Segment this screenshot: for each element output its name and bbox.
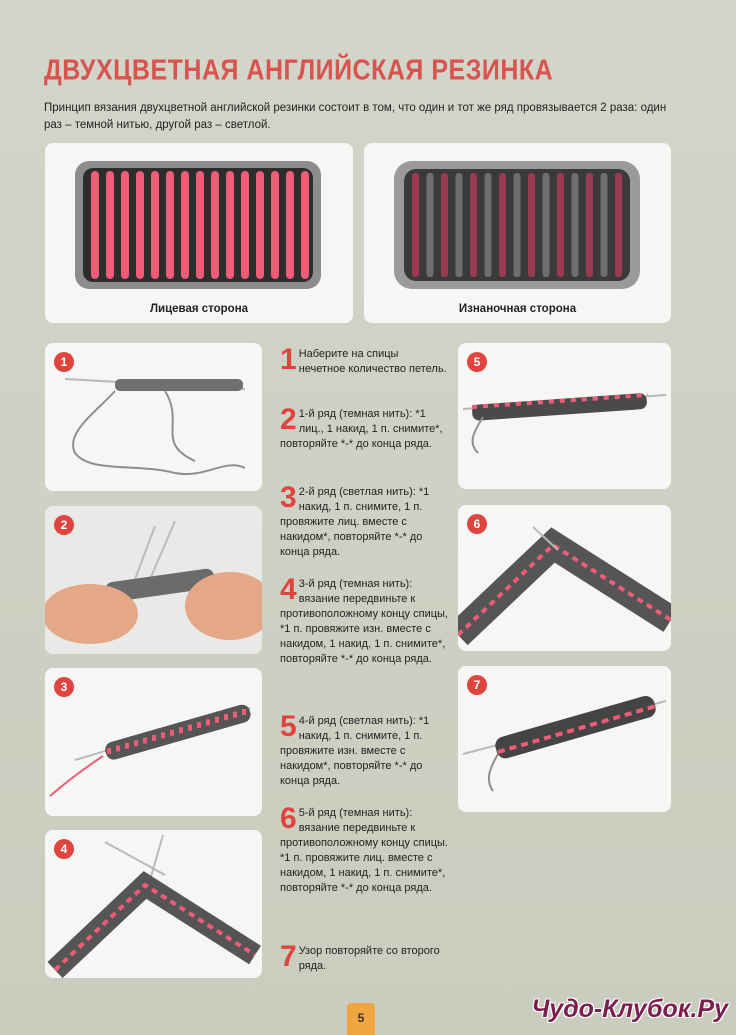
intro-text: Принцип вязания двухцветной английской резинки состоит в том, что один и тот же ряд провязывается 2 раза: один раз – темной нитью, другой раз – светлой. xyxy=(44,102,667,131)
front-swatch-image xyxy=(45,143,353,323)
page-number: 5 xyxy=(347,1003,375,1035)
step-number-5: 5 xyxy=(280,710,297,743)
step-number-6: 6 xyxy=(280,802,297,835)
step-photo-3 xyxy=(45,668,262,816)
back-swatch-image xyxy=(364,143,671,323)
step-badge-7: 7 xyxy=(467,675,487,695)
step-5 xyxy=(280,710,448,789)
step-text-6: 5-й ряд (темная нить): вязание передвиньте к противоположному концу спицы. *1 п. провяжите лиц. вместе с накидом, 1 накид, 1 п. снимите*, повторяйте *-* до конца ряда. xyxy=(280,807,448,894)
page-title: ДВУХЦВЕТНАЯ АНГЛИЙСКАЯ РЕЗИНКА xyxy=(44,54,554,87)
step-number-7: 7 xyxy=(280,940,297,973)
step-text-2: 1-й ряд (темная нить): *1 лиц., 1 накид, 1 п. снимите*, повторяйте *-* до конца ряда. xyxy=(280,408,443,450)
step-text-1: Наберите на спицы нечетное количество петель. xyxy=(298,348,447,375)
step-4 xyxy=(280,573,448,667)
step-1 xyxy=(280,343,448,377)
photo-front-side xyxy=(45,143,353,323)
step-number-3: 3 xyxy=(280,481,297,514)
step-badge-3: 3 xyxy=(54,677,74,697)
step-7 xyxy=(280,940,448,974)
step-photo-2 xyxy=(45,506,262,654)
step-number-2: 2 xyxy=(280,403,297,436)
step-number-4: 4 xyxy=(280,573,297,606)
step-number-1: 1 xyxy=(280,343,297,376)
step-photo-6 xyxy=(458,505,671,651)
step-2 xyxy=(280,403,448,452)
step-badge-4: 4 xyxy=(54,839,74,859)
step-photo-1 xyxy=(45,343,262,491)
step-badge-1: 1 xyxy=(54,352,74,372)
step-text-3: 2-й ряд (светлая нить): *1 накид, 1 п. снимите, 1 п. провяжите лиц. вместе с накидом*, повторяйте *-* до конца ряда. xyxy=(280,486,430,558)
step-text-5: 4-й ряд (светлая нить): *1 накид, 1 п. снимите, 1 п. провяжите изн. вместе с накидом*, повторяйте *-* до конца ряда. xyxy=(280,715,430,787)
step-3 xyxy=(280,481,448,560)
step-photo-7 xyxy=(458,666,671,812)
site-watermark: Чудо-Клубок.Ру xyxy=(531,995,728,1023)
step-text-7: Узор повторяйте со второго ряда. xyxy=(298,945,440,972)
step-badge-2: 2 xyxy=(54,515,74,535)
photo-back-side xyxy=(364,143,671,323)
step-text-4: 3-й ряд (темная нить): вязание передвиньте к противоположному концу спицы, *1 п. провяжите изн. вместе с накидом, 1 накид, 1 п. снимите*, повторяйте *-* до конца ряда. xyxy=(280,578,448,665)
step-badge-5: 5 xyxy=(467,352,487,372)
step-photo-5 xyxy=(458,343,671,489)
step-6 xyxy=(280,802,448,896)
step-photo-4 xyxy=(45,830,262,978)
back-side-caption: Изнаночная сторона xyxy=(458,303,577,315)
step-badge-6: 6 xyxy=(467,514,487,534)
front-side-caption: Лицевая сторона xyxy=(149,303,249,315)
